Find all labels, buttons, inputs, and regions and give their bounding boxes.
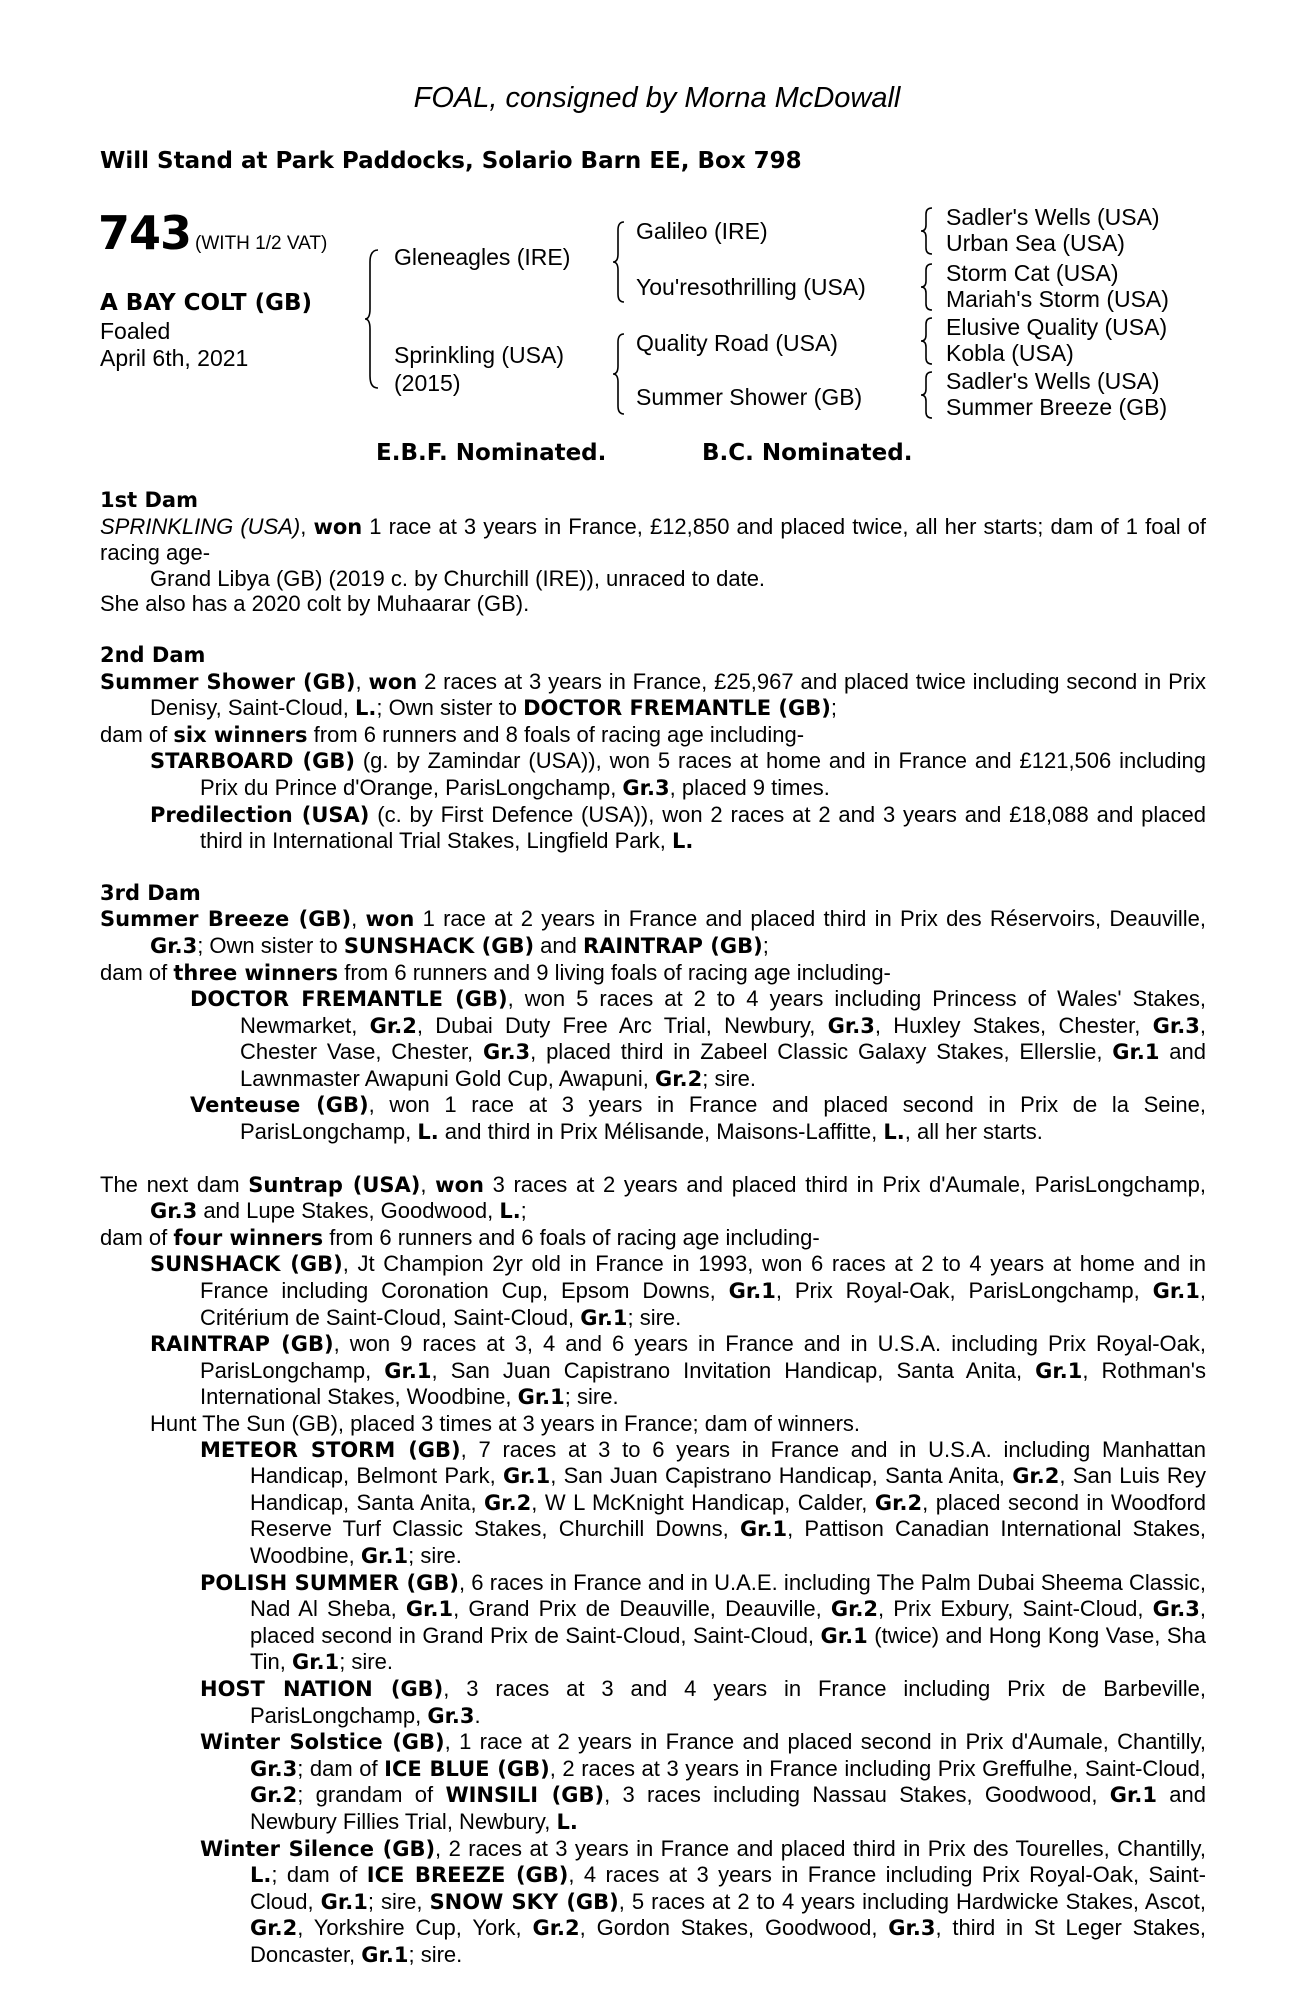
next-dam-produce: dam of four winners from 6 runners and 6 foals of racing age including-: [100, 1224, 820, 1250]
pedigree-notes: [100, 488, 1206, 1968]
bc-nominated: B.C. Nominated.: [702, 440, 913, 466]
brace-main: [364, 248, 382, 390]
brace-sire: [612, 220, 628, 304]
gg-8: Summer Breeze (GB): [946, 394, 1168, 420]
brace-g4: [920, 370, 936, 420]
gg-5: Elusive Quality (USA): [946, 314, 1168, 340]
dam-sire: Quality Road (USA): [636, 330, 838, 356]
brace-g3: [920, 316, 936, 366]
brace-g2: [920, 262, 936, 312]
first-dam-heading: 1st Dam: [100, 488, 198, 512]
lot-number: 743: [98, 206, 192, 260]
second-dam-text: Summer Shower (GB), won 2 races at 3 years in France, £25,967 and placed twice including second in Prix Denisy, Saint-Cloud, L.; Own sister to DOCTOR FREMANTLE (GB);: [100, 668, 1206, 721]
second-dam-heading: 2nd Dam: [100, 642, 206, 667]
second-dam-produce: dam of six winners from 6 runners and 8 foals of racing age including-: [100, 721, 805, 747]
next-dam-text: The next dam Suntrap (USA), won 3 races at 2 years and placed third in Prix d'Aumale, ParisLongchamp, Gr.3 and Lupe Stakes, Goodwood, L.;: [100, 1171, 1206, 1224]
grandprogeny-winter-silence: Winter Silence (GB), 2 races at 3 years in France and placed third in Prix des Tourelles, Chantilly, L.; dam of ICE BREEZE (GB), 4 races at 3 years in France including Prix Royal-Oak, Saint-Cloud, Gr.1; sire, SNOW SKY (GB), 5 races at 2 to 4 years including Hardwicke Stakes, Ascot, Gr.2, Yorkshire Cup, York, Gr.2, Gordon Stakes, Goodwood, Gr.3, third in St Leger Stakes, Doncaster, Gr.1; sire.: [200, 1835, 1206, 1967]
third-dam-name: Summer Breeze (GB): [100, 907, 352, 932]
ebf-nominated: E.B.F. Nominated.: [376, 440, 607, 466]
gg-7: Sadler's Wells (USA): [946, 368, 1160, 394]
consignor-line: FOAL, consigned by Morna McDowall: [413, 82, 901, 114]
gg-4: Mariah's Storm (USA): [946, 286, 1169, 312]
brace-g1: [920, 206, 936, 256]
gg-3: Storm Cat (USA): [946, 260, 1119, 286]
gg-6: Kobla (USA): [946, 340, 1074, 366]
dam: Sprinkling (USA): [394, 342, 564, 368]
gg-2: Urban Sea (USA): [946, 230, 1125, 256]
first-dam-text: SPRINKLING (USA), won 1 race at 3 years in France, £12,850 and placed twice, all her starts; dam of 1 foal of racing age-: [100, 513, 1207, 566]
progeny-sunshack: SUNSHACK (GB), Jt Champion 2yr old in France in 1993, won 6 races at 2 to 4 years at home and in France including Coronation Cup, Epsom Downs, Gr.1, Prix Royal-Oak, ParisLongchamp, Gr.1, Critérium de Saint-Cloud, Saint-Cloud, Gr.1; sire.: [150, 1251, 1206, 1330]
gg-1: Sadler's Wells (USA): [946, 204, 1160, 230]
progeny-raintrap: RAINTRAP (GB), won 9 races at 3, 4 and 6 years in France and in U.S.A. including Prix Royal-Oak, ParisLongchamp, Gr.1, San Juan Capistrano Invitation Handicap, Santa Anita, Gr.1, Rothman's International Stakes, Woodbine, Gr.1; sire.: [150, 1331, 1207, 1410]
vat-note: (WITH 1/2 VAT): [195, 233, 328, 254]
progeny-starboard: STARBOARD (GB) (g. by Zamindar (USA)), won 5 races at home and in France and £121,506 including Prix du Prince d'Orange, ParisLongchamp, Gr.3, placed 9 times.: [150, 748, 1207, 800]
progeny-doctor-fremantle: DOCTOR FREMANTLE (GB), won 5 races at 2 to 4 years including Princess of Wales' Stakes, Newmarket, Gr.2, Dubai Duty Free Arc Trial, Newbury, Gr.3, Huxley Stakes, Chester, Gr.3, Chester Vase, Chester, Gr.3, placed third in Zabeel Classic Galaxy Stakes, Ellerslie, Gr.1 and Lawnmaster Awapuni Gold Cup, Awapuni, Gr.2; sire.: [190, 986, 1206, 1091]
won-label: won: [313, 514, 363, 539]
stand-location: Will Stand at Park Paddocks, Solario Barn EE, Box 798: [100, 148, 802, 174]
next-dam-name: Suntrap (USA): [248, 1172, 421, 1197]
sire-dam: You'resothrilling (USA): [636, 274, 866, 300]
first-dam-foal: Grand Libya (GB) (2019 c. by Churchill (IRE)), unraced to date.: [150, 565, 766, 591]
horse-name: A BAY COLT (GB): [100, 290, 313, 316]
foaled-info: [100, 318, 248, 372]
first-dam-also: She also has a 2020 colt by Muhaarar (GB).: [100, 591, 530, 617]
progeny-venteuse: Venteuse (GB), won 1 race at 3 years in France and placed second in Prix de la Seine, ParisLongchamp, L. and third in Prix Mélisande, Maisons-Laffitte, L., all her starts.: [190, 1092, 1207, 1145]
grandprogeny-polish-summer: POLISH SUMMER (GB), 6 races in France and in U.A.E. including The Palm Dubai Sheema Classic, Nad Al Sheba, Gr.1, Grand Prix de Deauville, Deauville, Gr.2, Prix Exbury, Saint-Cloud, Gr.3, placed second in Grand Prix de Saint-Cloud, Saint-Cloud, Gr.1 (twice) and Hong Kong Vase, Sha Tin, Gr.1; sire.: [200, 1569, 1207, 1675]
third-dam-text: Summer Breeze (GB), won 1 race at 2 years in France and placed third in Prix des Réservoirs, Deauville, Gr.3; Own sister to SUNSHACK (GB) and RAINTRAP (GB);: [100, 906, 1206, 958]
dam-year: (2015): [394, 370, 461, 396]
progeny-hunt-the-sun: Hunt The Sun (GB), placed 3 times at 3 years in France; dam of winners.: [150, 1411, 861, 1436]
foaled-date: April 6th, 2021: [100, 345, 249, 371]
third-dam-produce: dam of three winners from 6 runners and 9 living foals of racing age including-: [100, 959, 891, 985]
foaled-label: Foaled: [100, 318, 171, 344]
sire: Gleneagles (IRE): [394, 244, 571, 270]
third-dam-heading: 3rd Dam: [100, 880, 201, 905]
lot-heading: [98, 206, 327, 260]
progeny-predilection: Predilection (USA) (c. by First Defence (USA)), won 2 races at 2 and 3 years and £18,088 and placed third in International Trial Stakes, Lingfield Park, L.: [150, 801, 1206, 854]
second-dam-name: Summer Shower (GB): [100, 669, 356, 694]
brace-dam: [612, 332, 628, 416]
grandprogeny-meteor-storm: METEOR STORM (GB), 7 races at 3 to 6 years in France and in U.S.A. including Manhattan Handicap, Belmont Park, Gr.1, San Juan Capistrano Handicap, Santa Anita, Gr.2, San Luis Rey Handicap, Santa Anita, Gr.2, W L McKnight Handicap, Calder, Gr.2, placed second in Woodford Reserve Turf Classic Stakes, Churchill Downs, Gr.1, Pattison Canadian International Stakes, Woodbine, Gr.1; sire.: [200, 1436, 1207, 1568]
dam-dam: Summer Shower (GB): [636, 384, 863, 410]
grandprogeny-host-nation: HOST NATION (GB), 3 races at 3 and 4 years in France including Prix de Barbeville, ParisLongchamp, Gr.3.: [200, 1675, 1206, 1728]
first-dam-name: SPRINKLING (USA): [100, 513, 301, 539]
grandprogeny-winter-solstice: Winter Solstice (GB), 1 race at 2 years in France and placed second in Prix d'Aumale, Chantilly, Gr.3; dam of ICE BLUE (GB), 2 races at 3 years in France including Prix Greffulhe, Saint-Cloud, Gr.2; grandam of WINSILI (GB), 3 races including Nassau Stakes, Goodwood, Gr.1 and Newbury Fillies Trial, Newbury, L.: [200, 1729, 1207, 1834]
sire-sire: Galileo (IRE): [636, 218, 768, 244]
